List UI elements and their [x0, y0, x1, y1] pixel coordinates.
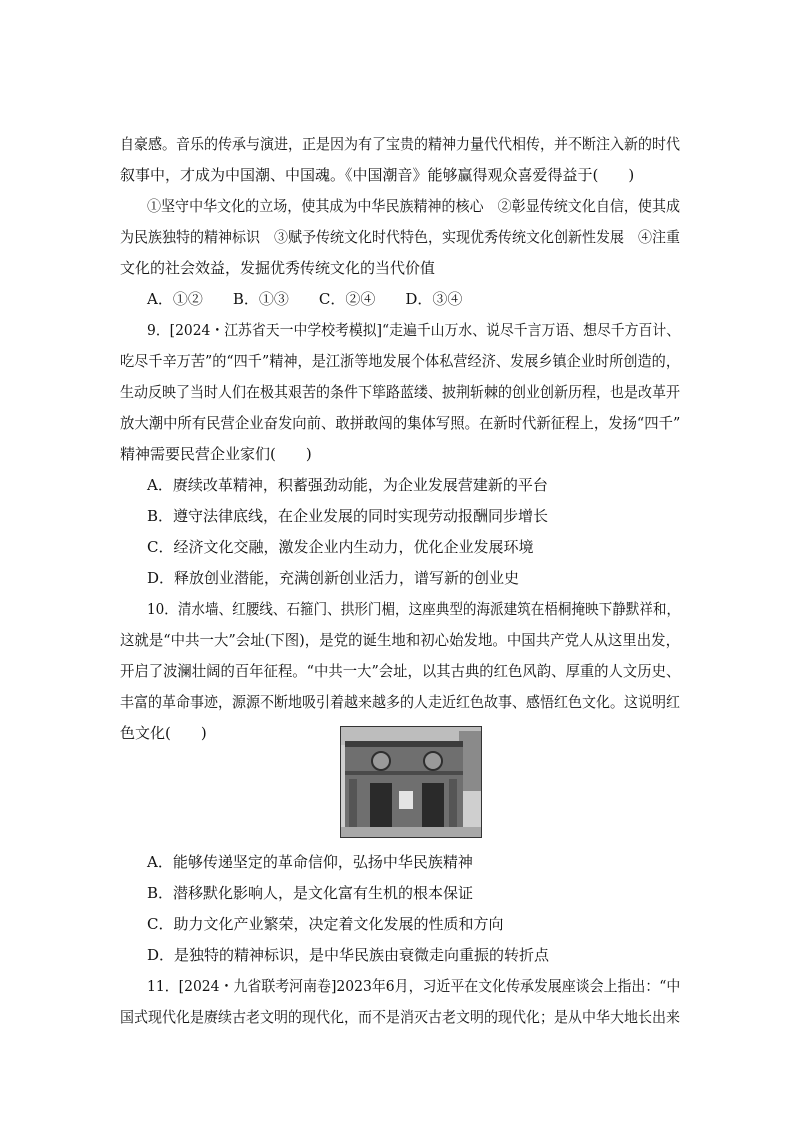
text-line: 文化的社会效益，发掘优秀传统文化的当代价值	[120, 259, 436, 277]
text-line: 吃尽千辛万苦”的“四千”精神，是江浙等地发展个体私营经济、发展乡镇企业时所创造的，	[120, 352, 681, 370]
building-photo	[340, 726, 482, 838]
question-11-line: 11．[2024・九省联考河南卷]2023年6月，习近平在文化传承发展座谈会上指出：“中	[147, 977, 681, 995]
text-line: 国式现代化是赓续古老文明的现代化，而不是消灭古老文明的现代化；是从中华大地长出来	[120, 1008, 681, 1026]
text-line: 为民族独特的精神标识 ③赋予传统文化时代特色，实现优秀传统文化创新性发展 ④注重	[120, 228, 681, 246]
option-c: C．经济文化交融，激发企业内生动力，优化企业发展环境	[147, 538, 534, 556]
option-d: D．是独特的精神标识，是中华民族由衰微走向重振的转折点	[147, 946, 550, 964]
question-10-line: 10．清水墙、红腰线、石箍门、拱形门楣，这座典型的海派建筑在梧桐掩映下静默祥和，	[147, 600, 681, 618]
text-line: 丰富的革命事迹，源源不断地吸引着越来越多的人走近红色故事、感悟红色文化。这说明红	[120, 693, 681, 711]
option-b: B．遵守法律底线，在企业发展的同时实现劳动报酬同步增长	[147, 507, 549, 525]
text-line: ①坚守中华文化的立场，使其成为中华民族精神的核心 ②彰显传统文化自信，使其成	[147, 197, 681, 215]
text-line: 叙事中，才成为中国潮、中国魂。《中国潮音》能够赢得观众喜爱得益于( )	[120, 166, 635, 184]
option-a: A．能够传递坚定的革命信仰，弘扬中华民族精神	[147, 853, 473, 871]
building-illustration	[341, 727, 481, 837]
text-line: 精神需要民营企业家们( )	[120, 445, 312, 463]
option-a: A．赓续改革精神，积蓄强劲动能，为企业发展营建新的平台	[147, 476, 548, 494]
text-line: 这就是“中共一大”会址(下图)，是党的诞生地和初心始发地。中国共产党人从这里出发，	[120, 631, 681, 649]
option-d: D．释放创业潜能，充满创新创业活力，谱写新的创业史	[147, 569, 520, 587]
text-line: 生动反映了当时人们在极其艰苦的条件下筚路蓝缕、披荆斩棘的创业创新历程，也是改革开	[120, 383, 681, 401]
text-line: 开启了波澜壮阔的百年征程。“中共一大”会址，以其古典的红色风韵、厚重的人文历史、	[120, 662, 681, 680]
option-b: B．潜移默化影响人，是文化富有生机的根本保证	[147, 884, 474, 902]
question-9-line: 9．[2024・江苏省天一中学校考模拟]“走遍千山万水、说尽千言万语、想尽千方百计、	[147, 321, 681, 339]
text-line: 自豪感。音乐的传承与演进，正是因为有了宝贵的精神力量代代相传，并不断注入新的时代	[120, 135, 681, 153]
answer-options: A．①② B．①③ C．②④ D．③④	[147, 290, 463, 308]
text-line: 色文化( )	[120, 724, 207, 742]
option-c: C．助力文化产业繁荣，决定着文化发展的性质和方向	[147, 915, 504, 933]
text-line: 放大潮中所有民营企业奋发向前、敢拼敢闯的集体写照。在新时代新征程上，发扬“四千”	[120, 414, 681, 432]
